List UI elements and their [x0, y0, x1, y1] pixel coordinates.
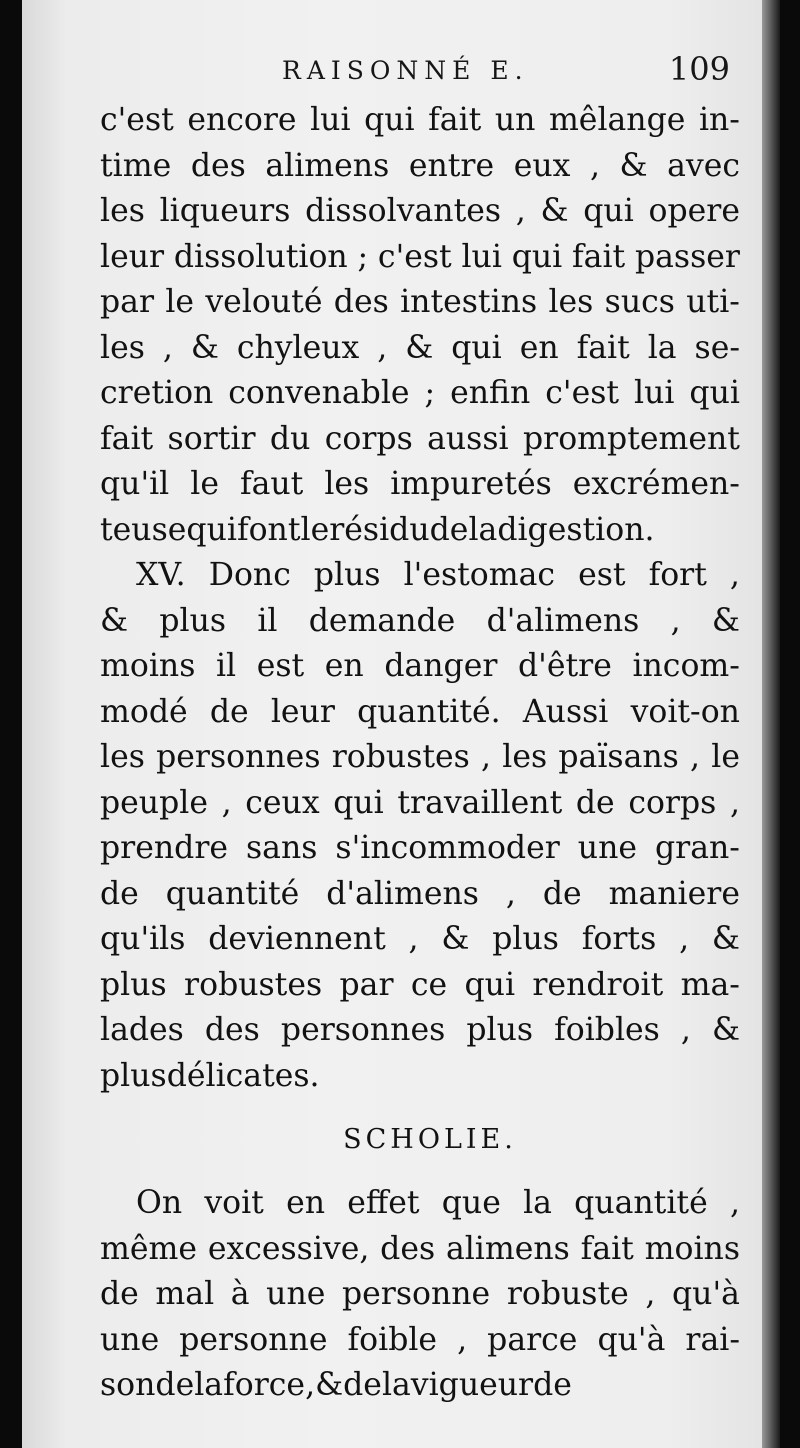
text-line: de mal à une personne robuste , qu'à [100, 1276, 740, 1312]
text-line: peuple , ceux qui travaillent de corps , [100, 784, 740, 821]
text-line: de quantité d'alimens , de maniere [100, 875, 740, 912]
text-line: qu'ils deviennent , & plus forts , & [100, 921, 740, 957]
text-line: leur dissolution ; c'est lui qui fait passer [100, 238, 740, 275]
text-line: lades des personnes plus foibles , & [100, 1012, 740, 1048]
paragraph-xv [100, 553, 740, 1099]
page-edge-shadow [762, 0, 780, 1448]
text-line: c'est encore lui qui fait un mêlange in- [100, 102, 740, 138]
text-line: les liqueurs dissolvantes , & qui opere [100, 193, 740, 229]
text-line: prendre sans s'incommoder une gran- [100, 830, 740, 866]
paragraph-digestion [100, 98, 740, 553]
running-title: RAISONNÉ E. [282, 56, 529, 85]
text-line: par le velouté des intestins les sucs uti- [100, 284, 740, 320]
book-page [22, 0, 780, 1448]
running-header [72, 50, 762, 100]
text-line: cretion convenable ; enfin c'est lui qui [100, 375, 740, 411]
text-line: les , & chyleux , & qui en fait la se- [100, 329, 740, 366]
text-line: son de la force , & de la vigueur de [100, 1367, 572, 1403]
text-line: les personnes robustes , les païsans , le [100, 739, 740, 775]
text-line: plus robustes par ce qui rendroit ma- [100, 966, 740, 1003]
text-line: fait sortir du corps aussi promptement [100, 420, 740, 457]
text-line: time des alimens entre eux , & avec [100, 147, 740, 184]
text-line: plus délicates. [100, 1057, 320, 1094]
text-line: qu'il le faut les impuretés excrémen- [100, 466, 740, 502]
page-body [100, 98, 740, 1409]
text-line: On voit en effet que la quantité , [136, 1185, 740, 1221]
text-line: moins il est en danger d'être incom- [100, 648, 740, 684]
text-line: & plus il demande d'alimens , & [100, 602, 740, 639]
text-line: XV. Donc plus l'estomac est fort , [136, 557, 740, 593]
text-line: modé de leur quantité. Aussi voit-on [100, 693, 740, 730]
text-line: même excessive, des alimens fait moins [100, 1230, 740, 1267]
text-line: teuse qui font le résidu de la digestion. [100, 511, 655, 548]
page-number: 109 [668, 50, 730, 88]
section-heading-scholie: SCHOLIE. [343, 1124, 517, 1155]
paragraph-scholie [100, 1181, 740, 1409]
text-line: une personne foible , parce qu'à rai- [100, 1321, 740, 1358]
